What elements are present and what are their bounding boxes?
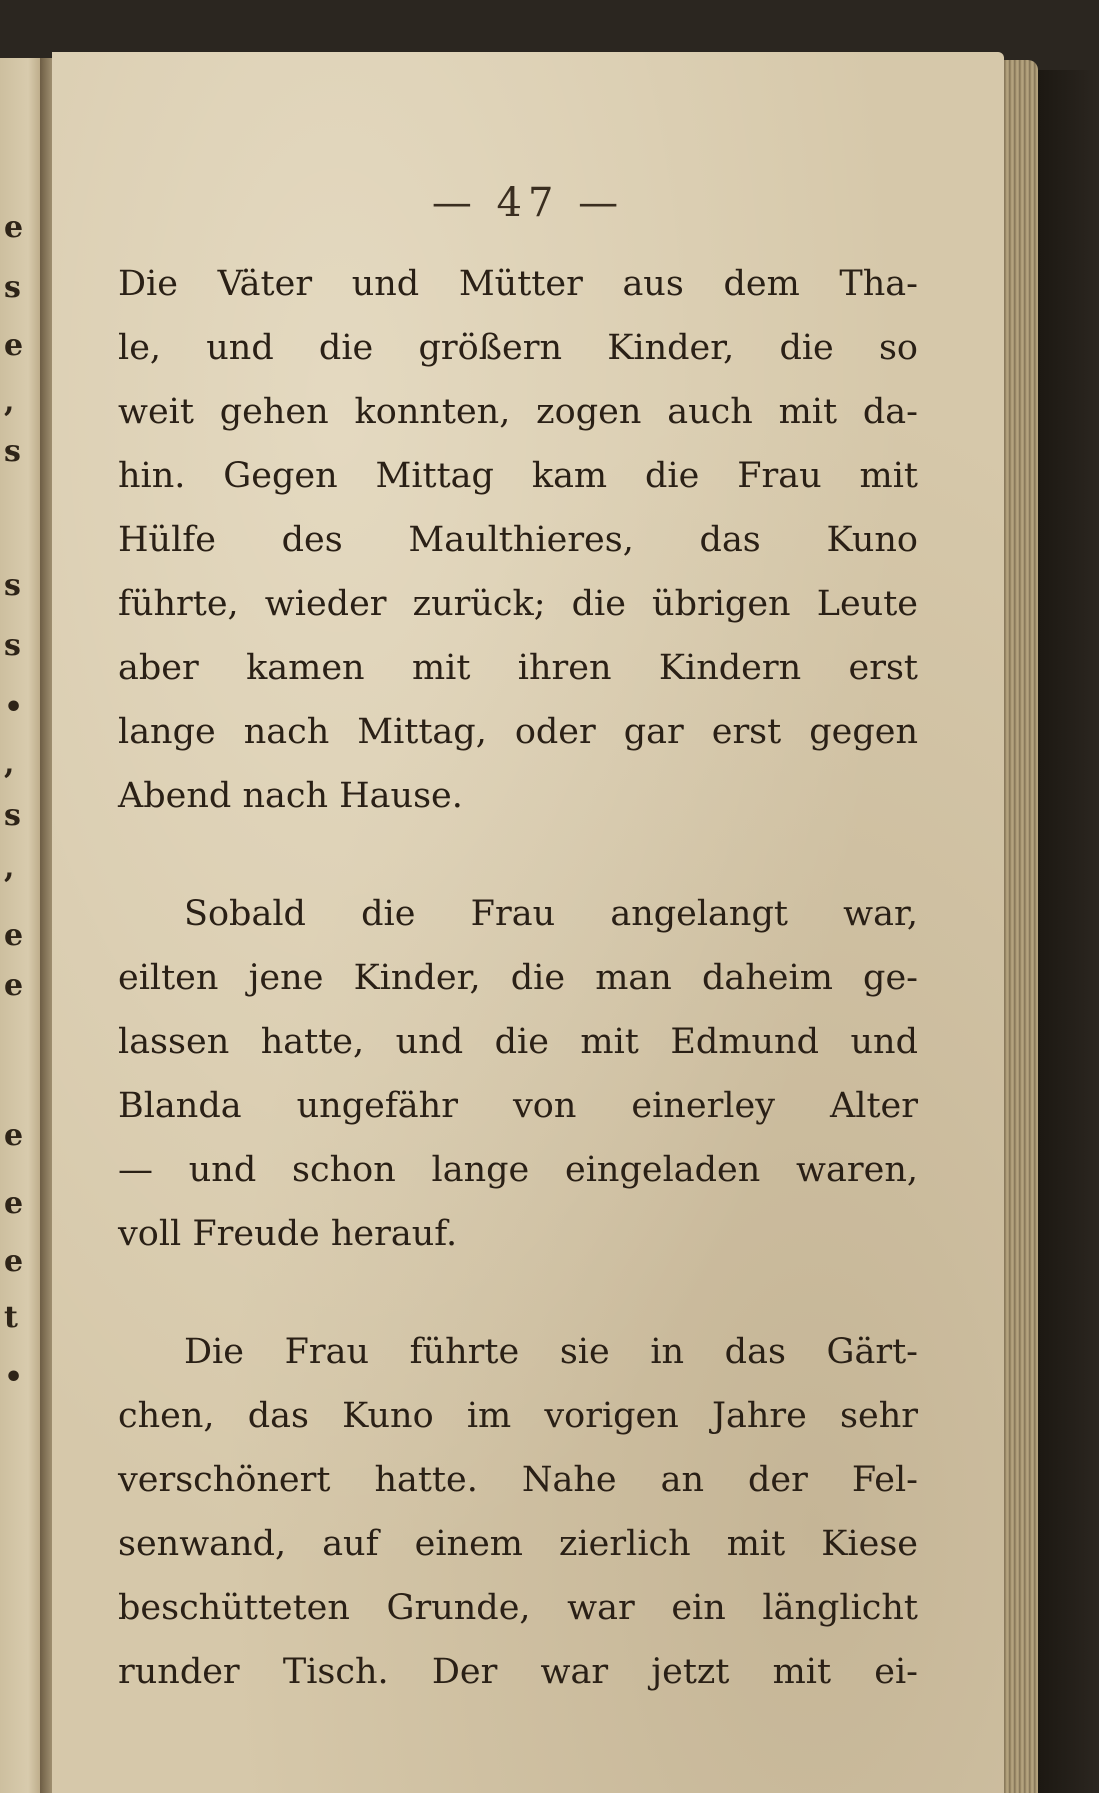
text-line: hin. Gegen Mittag kam die Frau mit	[118, 456, 918, 496]
text-line: aber kamen mit ihren Kindern erst	[118, 648, 918, 688]
facing-page-fragment: e	[4, 918, 24, 953]
facing-page-fragment: •	[4, 690, 24, 725]
paragraph	[118, 882, 918, 1266]
facing-page-fragment: ,	[4, 746, 15, 781]
book-page	[52, 52, 1004, 1793]
facing-page-fragment: s	[4, 798, 21, 833]
text-line: Die Frau führte sie in das Gärt-	[184, 1332, 918, 1372]
facing-page-fragment: s	[4, 568, 21, 603]
facing-page-fragment: ,	[4, 384, 15, 419]
facing-page-fragment: e	[4, 1244, 24, 1279]
facing-page-fragment: s	[4, 628, 21, 663]
book-shadow	[1038, 70, 1099, 1793]
facing-page-fragment: e	[4, 210, 24, 245]
page-body	[118, 252, 918, 1704]
text-line: führte, wieder zurück; die übrigen Leute	[118, 584, 918, 624]
text-line: weit gehen konnten, zogen auch mit da-	[118, 392, 918, 432]
facing-page-fragment: s	[4, 270, 21, 305]
facing-page-fragment: s	[4, 434, 21, 469]
facing-page-fragment: ,	[4, 850, 15, 885]
text-line: Abend nach Hause.	[118, 776, 463, 816]
text-line: verschönert hatte. Nahe an der Fel-	[118, 1460, 918, 1500]
text-line: Die Väter und Mütter aus dem Tha-	[118, 264, 918, 304]
book-gutter	[40, 58, 52, 1793]
facing-page-fragment: e	[4, 1186, 24, 1221]
text-line: lassen hatte, und die mit Edmund und	[118, 1022, 918, 1062]
facing-page-fragment: •	[4, 1360, 24, 1395]
facing-page-fragment: e	[4, 968, 24, 1003]
text-line: — und schon lange eingeladen waren,	[118, 1150, 918, 1190]
text-line: senwand, auf einem zierlich mit Kiese	[118, 1524, 918, 1564]
facing-page-fragment: e	[4, 328, 24, 363]
text-line: beschütteten Grunde, war ein länglicht	[118, 1588, 918, 1628]
text-line: Blanda ungefähr von einerley Alter	[118, 1086, 918, 1126]
paragraph	[118, 1320, 918, 1704]
text-line: chen, das Kuno im vorigen Jahre sehr	[118, 1396, 918, 1436]
facing-page-fragment: e	[4, 1118, 24, 1153]
facing-page-edge	[0, 58, 40, 1793]
text-line: runder Tisch. Der war jetzt mit ei-	[118, 1652, 918, 1692]
facing-page-fragment: t	[4, 1300, 18, 1335]
paragraph	[118, 252, 918, 828]
text-line: le, und die größern Kinder, die so	[118, 328, 918, 368]
text-line: Hülfe des Maulthieres, das Kuno	[118, 520, 918, 560]
text-line: voll Freude herauf.	[118, 1214, 458, 1254]
text-line: Sobald die Frau angelangt war,	[184, 894, 918, 934]
page-stack-edge	[1000, 60, 1038, 1793]
text-line: eilten jene Kinder, die man daheim ge-	[118, 958, 918, 998]
page-number: — 47 —	[431, 180, 625, 226]
text-line: lange nach Mittag, oder gar erst gegen	[118, 712, 918, 752]
